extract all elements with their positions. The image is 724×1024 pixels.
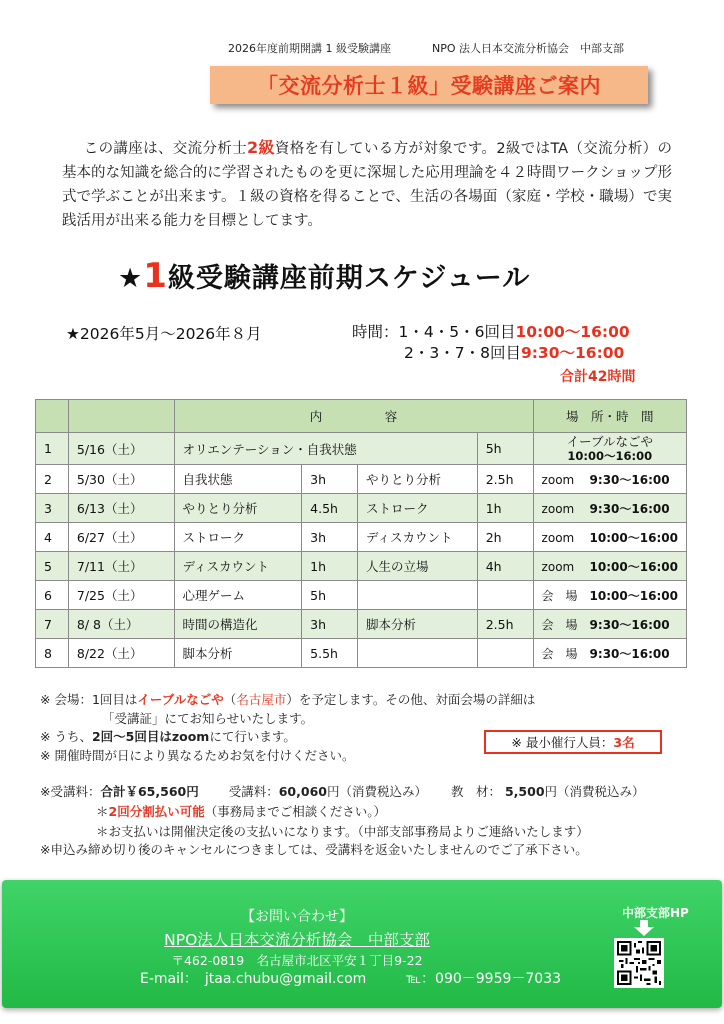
org-name: 日本交流分析協会 中部支部 [228,931,430,949]
split-mark: ＊ [96,804,109,819]
note1-text-3: 「受講証」にてお知らせいたします。 [102,710,314,726]
row-place-time: 10:00～16:00 [589,530,678,545]
note2-zoom: 2回～5回目はzoom [91,729,210,744]
time-row2-sessions: 2・3・7・8回目 [404,344,521,362]
table-row [36,523,687,552]
minimum-participants-box [484,730,662,754]
tuition-label: 受講料： [228,784,279,799]
table-header-row [36,400,687,433]
time-row2-hours: 9:30～16:00 [520,344,625,362]
row-topic-b: やりとり分析 [357,465,477,494]
row-number: 6 [36,581,69,610]
homepage-label: 中部支部HP [622,906,689,920]
row-place-name: zoom [541,530,575,545]
contact-footer [2,880,722,1008]
row-place [533,552,686,581]
row-place [533,581,686,610]
email[interactable]: E-mail： jtaa.chubu@gmail.com [140,971,367,987]
row-topic-b: ストローク [357,494,477,523]
address: 〒462-0819 名古屋市北区平安１丁目9-22 [171,953,423,968]
row-number: 1 [36,433,69,465]
row-number: 7 [36,610,69,639]
row-place-name: 会 場 [541,646,578,661]
row-hours-b: 2.5h [477,465,533,494]
row-place-name: zoom [541,472,575,487]
row-topic-a: ストローク [174,523,302,552]
table-row [36,610,687,639]
table-row [36,465,687,494]
row-topic-a: ディスカウント [174,552,302,581]
header-place-time: 場 所・時 間 [533,400,686,433]
row-hours-b: 1h [477,494,533,523]
row-place-time: 10:00～16:00 [589,559,678,574]
time-row1-hours: 10:00～16:00 [515,323,630,341]
row-hours-a: 4.5h [302,494,358,523]
table-row [36,433,687,465]
row-number: 5 [36,552,69,581]
row-place [533,465,686,494]
row-hours-a: 1h [302,552,358,581]
row-place-time: 9:30～16:00 [589,617,670,632]
row-hours-a: 3h [302,610,358,639]
row-date: 6/27（土） [68,523,174,552]
page-title: 「交流分析士１級」受験講座ご案内 [210,66,648,104]
row-number: 8 [36,639,69,668]
row-number: 2 [36,465,69,494]
row-place-name: zoom [541,559,575,574]
fee-total: 合計￥65,560円 [100,784,199,799]
schedule-title-number: 1 [143,256,168,296]
row-place-time: 9:30～16:00 [589,646,670,661]
row-place-time: 10:00～16:00 [567,448,653,463]
row-place [533,433,686,465]
contact-heading: 【お問い合わせ】 [241,909,353,925]
intro-text-1: この講座は、交流分析士 [83,141,248,157]
fee-label: ※受講料： [40,784,101,799]
course-term: 2026年度前期開講 1 級受験講座 [228,42,391,55]
material-unit: 円（消費税込み） [544,784,645,799]
row-date: 7/25（土） [68,581,174,610]
row-place-time: 10:00～16:00 [589,588,678,603]
time-label: 時間： [352,323,399,341]
row-topic-a: 心理ゲーム [174,581,302,610]
row-topic-b [357,581,477,610]
schedule-title-text: 級受験講座前期スケジュール [167,263,531,294]
intro-text-2: 資格を有している方が対象です。2級ではTA（交流分析）の基本的な知識を総合的に学習されたものを更に深堀した応用理論を４２時間ワークショップ形式で学ぶことが出来ます。１級の資格を得ることで、生活の各場面（家庭・学校・職場）で実践活用が出来る能力を目標としてます。 [62,141,673,229]
org-link[interactable] [2,928,592,950]
note1-text-2: ）を予定します。その他、対面会場の詳細は [286,692,536,707]
row-topic-a: 脚本分析 [174,639,302,668]
row-place-name: イーブルなごや [566,433,653,449]
row-hours-b: 4h [477,552,533,581]
total-hours: 合計42時間 [560,369,636,385]
split-payment: 2回分割払い可能 [108,804,205,819]
note1-paren: （ [223,692,237,707]
row-topic-b: 人生の立場 [357,552,477,581]
note1-city: 名古屋市 [236,692,287,707]
row-hours-b: 2h [477,523,533,552]
schedule-title [118,256,638,296]
row-date: 8/ 8（土） [68,610,174,639]
row-date: 5/30（土） [68,465,174,494]
header-content: 内 容 [174,400,533,433]
row-place [533,494,686,523]
arrow-down-icon [632,920,656,936]
organization-name: NPO 法人日本交流分析協会 中部支部 [432,42,625,55]
row-place-time: 9:30～16:00 [589,472,670,487]
row-topic-a: 自我状態 [174,465,302,494]
split-note: （事務局までご相談ください。） [204,804,386,819]
schedule-table [35,399,687,668]
material-value: 5,500 [504,784,545,799]
payment-note: ＊お支払いは開催決定後の支払いになります。（中部支部事務局よりご連絡いたします） [96,824,589,839]
row-place-name: 会 場 [541,588,578,603]
intro-paragraph [62,136,672,233]
fees-section [40,782,645,842]
row-topic-a: 時間の構造化 [174,610,302,639]
table-row [36,552,687,581]
min-value: 3名 [613,735,635,750]
row-place-name: zoom [541,501,575,516]
notes [40,691,535,765]
min-label: ※ 最小催行人員： [511,735,614,750]
row-number: 4 [36,523,69,552]
note1-text: ※ 会場：1回目は [40,692,138,707]
session-times [352,322,630,364]
row-topic-b: ディスカウント [357,523,477,552]
row-place-name: 会 場 [541,617,578,632]
course-period: ★2026年5月～2026年８月 [66,325,262,343]
org-prefix: NPO法人 [164,931,229,949]
row-topic-b [357,639,477,668]
intro-emphasis: 2級 [247,138,275,157]
row-place-time: 9:30～16:00 [589,501,670,516]
row-hours-b [477,639,533,668]
row-date: 7/11（土） [68,552,174,581]
row-hours-a: 5h [302,581,358,610]
row-place [533,639,686,668]
table-row [36,639,687,668]
row-hours-a: 3h [302,523,358,552]
telephone[interactable]: ℡：090－9959－7033 [406,971,562,987]
time-row1-sessions: 1・4・5・6回目 [398,323,516,341]
note2-text: ※ うち、 [40,729,92,744]
material-label: 教 材： [450,784,501,799]
row-place [533,523,686,552]
cancellation-note: ※申込み締め切り後のキャンセルにつきましては、受講料を返金いたしませんのでご了承下さい。 [40,842,588,857]
row-date: 8/22（土） [68,639,174,668]
tuition-value: 60,060 [278,784,327,799]
row-hours-b [477,581,533,610]
note3-text: ※ 開催時間が日により異なるためお気を付けください。 [40,747,355,763]
qr-code-icon[interactable] [614,938,664,988]
row-topic-a: やりとり分析 [174,494,302,523]
note1-venue: イーブルなごや [137,692,224,707]
row-hours-a: 3h [302,465,358,494]
row-topic-a: オリエンテーション・自我状態 [174,433,477,465]
star-icon: ★ [118,263,144,294]
row-number: 3 [36,494,69,523]
note2-text-2: にて行います。 [209,729,296,744]
row-hours-b: 2.5h [477,610,533,639]
row-date: 5/16（土） [68,433,174,465]
row-hours-a: 5h [477,433,533,465]
table-row [36,494,687,523]
table-row [36,581,687,610]
row-topic-b: 脚本分析 [357,610,477,639]
row-place [533,610,686,639]
row-date: 6/13（土） [68,494,174,523]
row-hours-a: 5.5h [302,639,358,668]
tuition-unit: 円（消費税込み） [326,784,427,799]
